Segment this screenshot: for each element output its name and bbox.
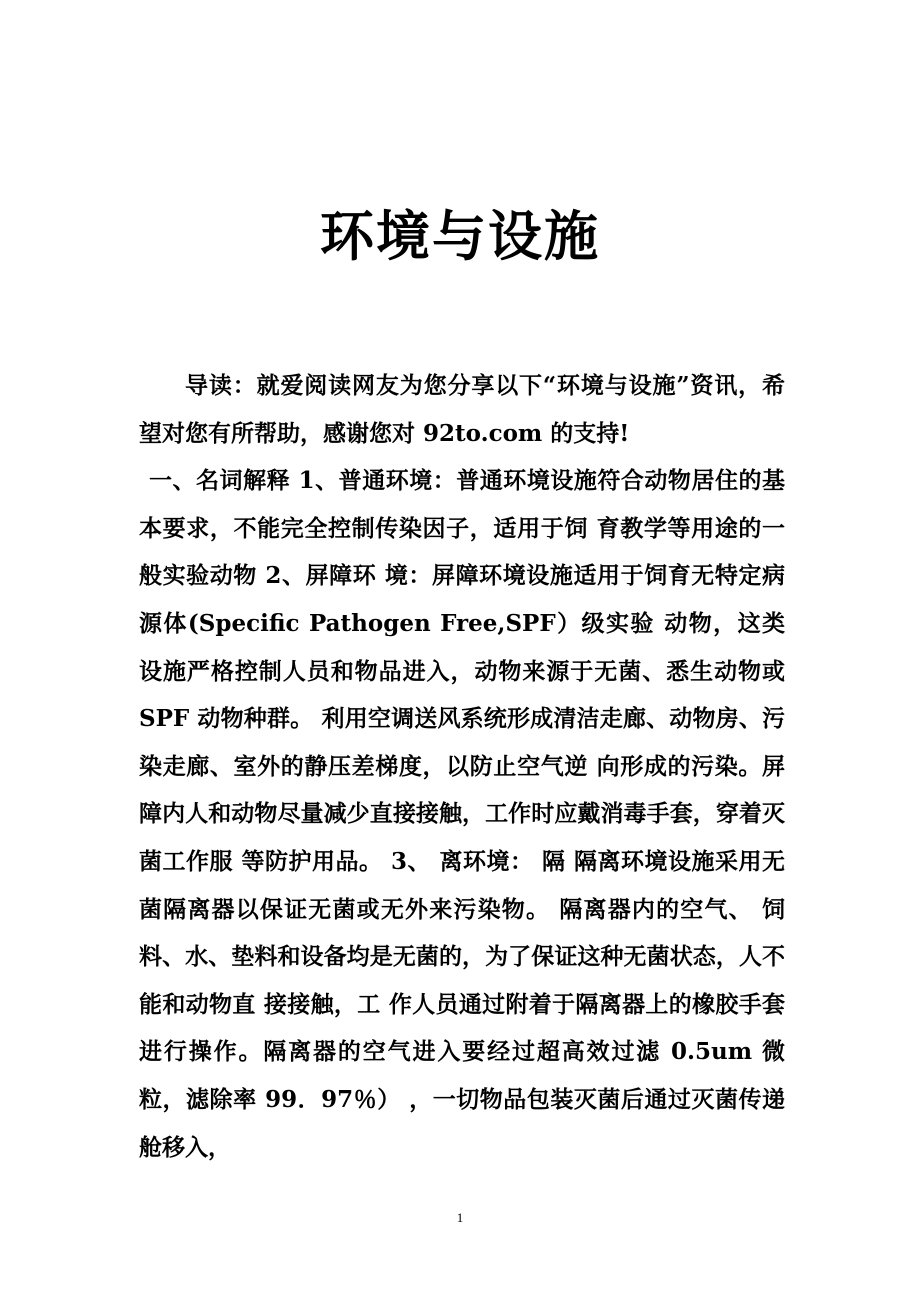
page-number: 1 [456, 1210, 464, 1225]
document-title: 环境与设施 [320, 204, 600, 269]
definitions-paragraph: 一、名词解释 1、普通环境：普通环境设施符合动物居住的基本要求，不能完全控制传染因子，适用于饲 育教学等用途的一般实验动物 2、屏障环 境：屏障环境设施适用于饲育无特定病源体(Specific Pathogen Free,SPF）级实验 动物，这类设施严格控制人员和物品进入，动物来源于无菌、悉生动物或 SPF 动物种群。 利用空调送风系统形成清洁走廊、动物房、污 染走廊、室外的静压差梯度，以防止空气逆 向形成的污染。屏障内人和动物尽量减少直接接触，工作时应戴消毒手套，穿着灭菌工作服 等防护用品。 3、 离环境： 隔 隔离环境设施采用无菌隔离器以保证无菌或无外来污染物。 隔离器内的空气、 饲料、水、垫料和设备均是无菌的，为了保证这种无菌状态，人不能和动物直 接接触，工 作人员通过附着于隔离器上的橡胶手套进行操作。隔离器的空气进入要经过超高效过滤 0.5um 微粒，滤除率 99．97％） ，一切物品包装灭菌后通过灭菌传递舱移入， [139, 467, 785, 1161]
intro-paragraph: 导读：就爱阅读网友为您分享以下“环境与设施”资讯，希望对您有所帮助，感谢您对 92to.com 的支持! [139, 372, 785, 447]
document-body [139, 362, 785, 1171]
